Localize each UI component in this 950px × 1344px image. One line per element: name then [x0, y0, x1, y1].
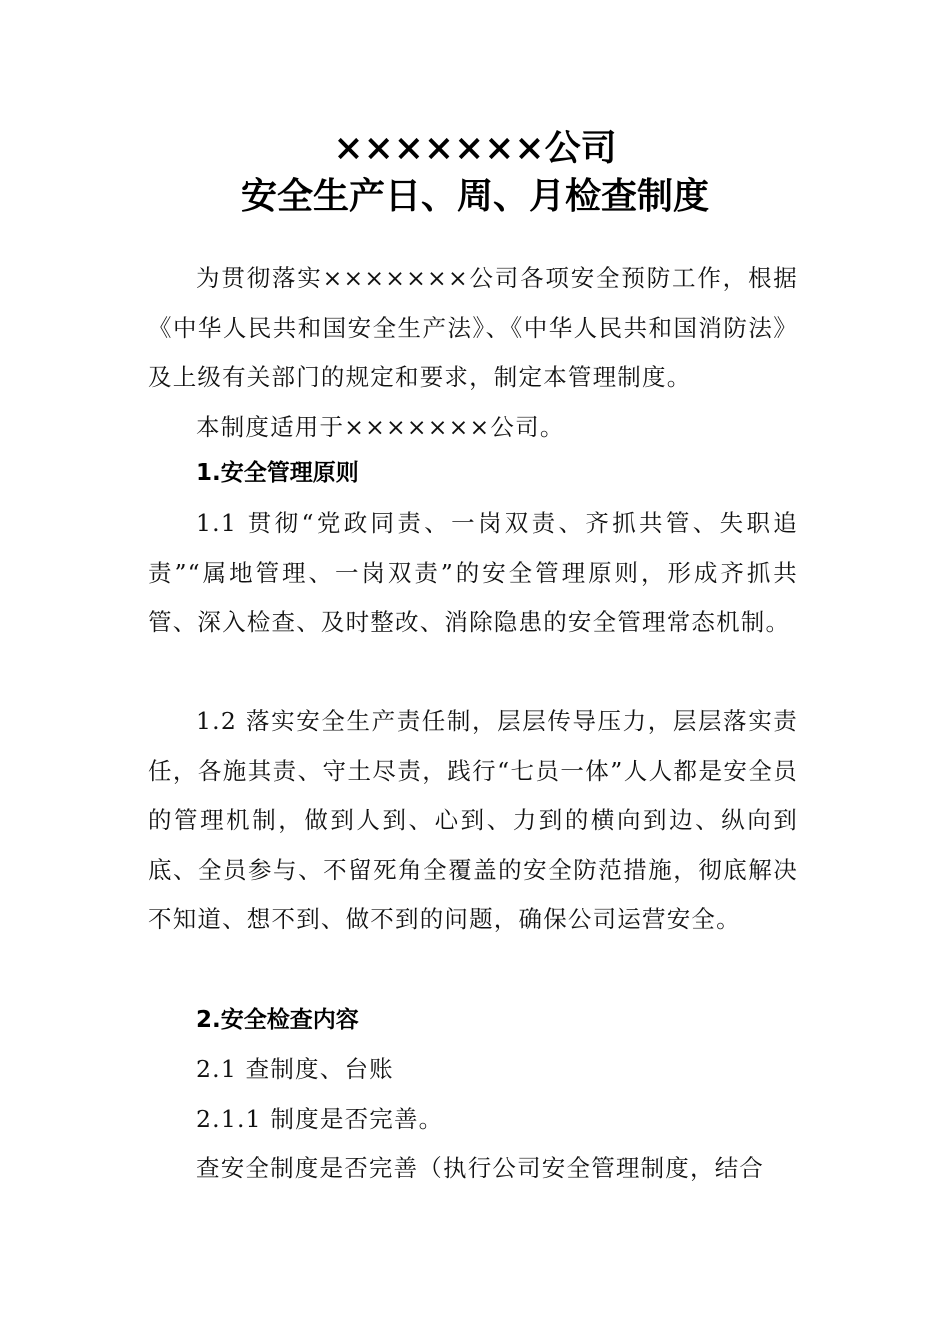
- paragraph-2-1: 2.1 查制度、台账: [196, 1055, 394, 1083]
- document-title-company: ×××××××公司: [333, 127, 617, 169]
- paragraph-intro: 为贯彻落实×××××××公司各项安全预防工作，根据《中华人民共和国安全生产法》、《中华人民共和国消防法》及上级有关部门的规定和要求，制定本管理制度。: [148, 264, 798, 391]
- section-heading-2: 2.安全检查内容: [196, 1007, 359, 1033]
- section-heading-1: 1.安全管理原则: [196, 460, 359, 486]
- paragraph-scope: 本制度适用于×××××××公司。: [196, 413, 565, 441]
- paragraph-2-1-1: 2.1.1 制度是否完善。: [196, 1105, 444, 1133]
- paragraph-1-2: 1.2 落实安全生产责任制，层层传导压力，层层落实责任，各施其责、守土尽责，践行“七员一体”人人都是安全员的管理机制，做到人到、心到、力到的横向到边、纵向到底、全员参与、不留死角全覆盖的安全防范措施，彻底解决不知道、想不到、做不到的问题，确保公司运营安全。: [148, 707, 798, 933]
- paragraph-last: 查安全制度是否完善（执行公司安全管理制度，结合: [196, 1154, 765, 1182]
- document-title-main: 安全生产日、周、月检查制度: [240, 175, 709, 217]
- paragraph-1-1: 1.1 贯彻“党政同责、一岗双责、齐抓共管、失职追责”“属地管理、一岗双责”的安全管理原则，形成齐抓共管、深入检查、及时整改、消除隐患的安全管理常态机制。: [148, 509, 798, 636]
